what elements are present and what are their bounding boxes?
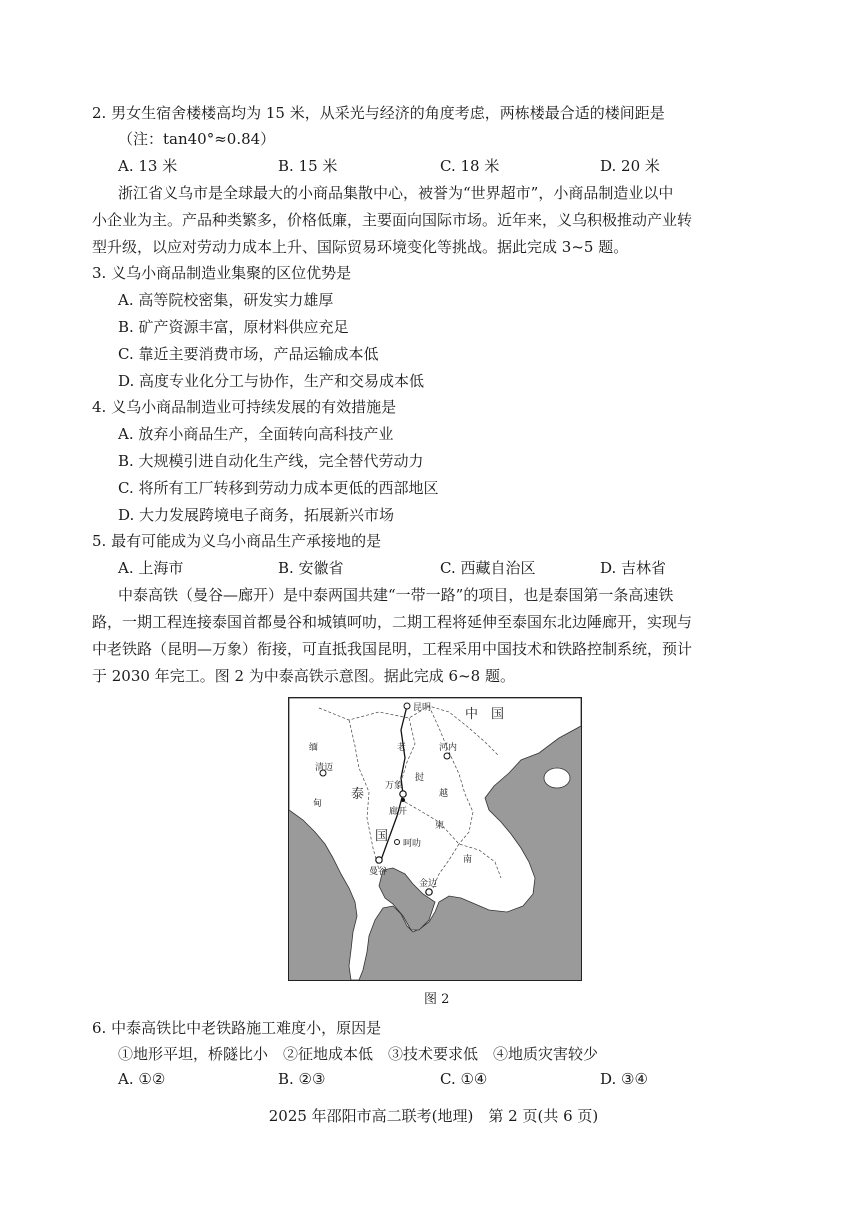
q6-option-c: C. ①④ — [440, 1070, 488, 1088]
passage1-line-2: 小企业为主。产品种类繁多，价格低廉，主要面向国际市场。近年来，义乌积极推动产业转 — [92, 211, 693, 229]
passage2-line-4: 于 2030 年完工。图 2 为中泰高铁示意图。据此完成 6~8 题。 — [92, 667, 515, 685]
page-footer: 2025 年邵阳市高二联考(地理) 第 2 页(共 6 页) — [268, 1107, 599, 1125]
hanoi-marker — [444, 753, 450, 759]
q5-option-b: B. 安徽省 — [278, 559, 344, 577]
label-myanmar-2: 甸 — [313, 799, 323, 809]
q5-option-a: A. 上海市 — [118, 559, 184, 577]
q6-option-b: B. ②③ — [278, 1070, 326, 1088]
label-china: 中 国 — [465, 707, 505, 722]
q3-stem: 3. 义乌小商品制造业集聚的区位优势是 — [92, 264, 352, 282]
label-korat: 呵叻 — [403, 839, 422, 849]
passage2-line-3: 中老铁路（昆明—万象）衔接，可直抵我国昆明，工程采用中国技术和铁路控制系统，预计 — [92, 640, 693, 658]
passage1-line-3: 型升级，以应对劳动力成本上升、国际贸易环境变化等挑战。据此完成 3~5 题。 — [92, 238, 629, 256]
q3-option-d: D. 高度专业化分工与协作，生产和交易成本低 — [118, 372, 425, 390]
q2-stem: 2. 男女生宿舍楼楼高均为 15 米，从采光与经济的角度考虑，两栋楼最合适的楼间距是 — [92, 104, 665, 122]
q2-option-a: A. 13 米 — [118, 157, 178, 175]
label-thailand-1: 泰 — [351, 787, 365, 802]
q6-choices: ①地形平坦，桥隧比小 ②征地成本低 ③技术要求低 ④地质灾害较少 — [118, 1045, 599, 1063]
kunming-marker — [404, 703, 410, 709]
phnompenh-marker — [426, 889, 432, 895]
label-kunming: 昆明 — [413, 703, 432, 713]
q5-option-c: C. 西藏自治区 — [440, 559, 536, 577]
q5-stem: 5. 最有可能成为义乌小商品生产承接地的是 — [92, 532, 382, 550]
q4-option-c: C. 将所有工厂转移到劳动力成本更低的西部地区 — [118, 479, 439, 497]
korat-marker — [395, 840, 400, 845]
q4-option-b: B. 大规模引进自动化生产线，完全替代劳动力 — [118, 452, 424, 470]
bangkok-marker — [376, 857, 382, 863]
label-vietnam-1: 越 — [439, 789, 449, 799]
q3-option-b: B. 矿产资源丰富，原材料供应充足 — [118, 318, 349, 336]
rail-map-svg — [289, 698, 581, 980]
label-vietnam-2: 南 — [463, 855, 473, 865]
q5-option-d: D. 吉林省 — [600, 559, 667, 577]
q6-stem: 6. 中泰高铁比中老铁路施工难度小，原因是 — [92, 1019, 382, 1037]
passage2-line-1: 中泰高铁（曼谷—廊开）是中泰两国共建“一带一路”的项目，也是泰国第一条高速铁 — [118, 586, 674, 604]
q4-stem: 4. 义乌小商品制造业可持续发展的有效措施是 — [92, 398, 397, 416]
label-chiangmai: 清迈 — [315, 763, 334, 773]
q4-option-a: A. 放弃小商品生产，全面转向高科技产业 — [118, 425, 394, 443]
passage1-line-1: 浙江省义乌市是全球最大的小商品集散中心，被誉为“世界超市”，小商品制造业以中 — [118, 184, 674, 202]
label-cambodia: 柬 — [435, 821, 445, 831]
q2-option-b: B. 15 米 — [278, 157, 338, 175]
label-myanmar-1: 缅 — [309, 743, 319, 753]
label-laos-1: 老 — [397, 743, 407, 753]
q2-option-c: C. 18 米 — [440, 157, 500, 175]
label-bangkok: 曼谷 — [369, 867, 388, 877]
figure-caption: 图 2 — [424, 992, 450, 1007]
vientiane-marker — [400, 791, 406, 797]
q6-option-a: A. ①② — [118, 1070, 166, 1088]
q3-option-a: A. 高等院校密集，研发实力雄厚 — [118, 291, 334, 309]
nongkhai-marker — [401, 798, 405, 802]
q2-note: （注：tan40°≈0.84） — [118, 130, 276, 148]
passage2-line-2: 路，一期工程连接泰国首都曼谷和城镇呵叻，二期工程将延伸至泰国东北边陲廊开，实现与 — [92, 613, 693, 631]
label-vientiane: 万象 — [385, 781, 404, 791]
rail-map-figure — [288, 697, 582, 981]
q4-option-d: D. 大力发展跨境电子商务，拓展新兴市场 — [118, 506, 395, 524]
label-laos-2: 挝 — [415, 773, 425, 783]
label-nongkhai: 廊开 — [389, 807, 408, 817]
label-hanoi: 河内 — [439, 743, 458, 753]
hainan-island — [544, 768, 570, 788]
q2-option-d: D. 20 米 — [600, 157, 660, 175]
label-phnompenh: 金边 — [419, 879, 438, 889]
q3-option-c: C. 靠近主要消费市场，产品运输成本低 — [118, 345, 379, 363]
q6-option-d: D. ③④ — [600, 1070, 648, 1088]
label-thailand-2: 国 — [375, 829, 389, 844]
